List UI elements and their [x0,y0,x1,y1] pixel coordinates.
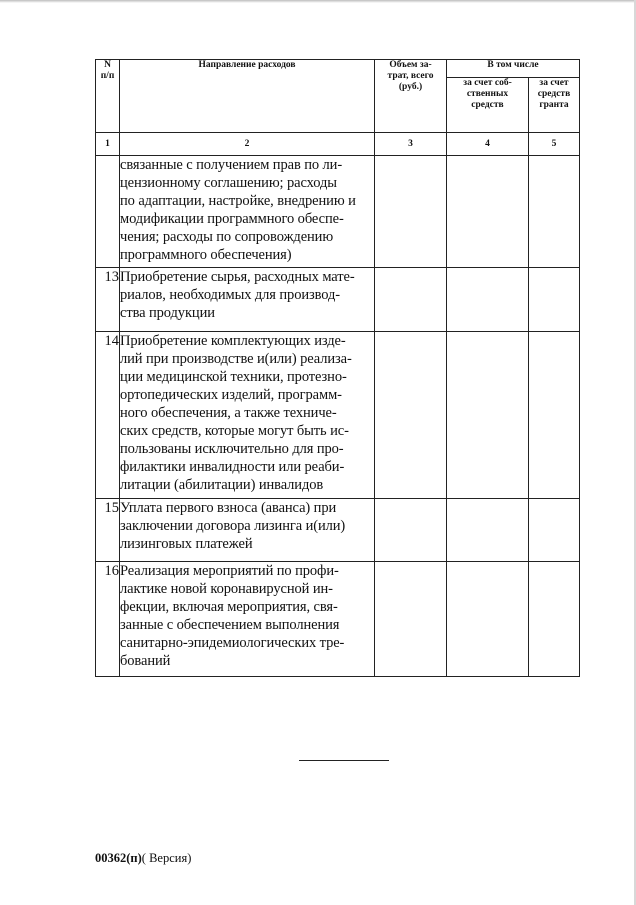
column-number: 2 [120,133,375,156]
header-num-label: N п/п [100,60,115,81]
row-volume-cell [375,332,447,499]
row-volume-cell [375,499,447,562]
header-grant-funds [529,78,580,133]
header-own-funds [447,78,529,133]
row-number: 15 [96,499,120,562]
row-own-funds-cell [447,562,529,677]
column-number-row [96,133,580,156]
row-text: Реализация мероприятий по профи- лактике новой коронавирусной ин- фекции, включая мероприятия, свя- занные с обеспечением выполнения санитарно-эпидемиологических тре- бований [120,562,375,677]
row-number: 14 [96,332,120,499]
document-code [95,851,191,866]
row-own-funds-cell [447,499,529,562]
document-code-number: 00362(п) [95,851,142,865]
row-grant-funds-cell [529,499,580,562]
row-number: 13 [96,268,120,332]
row-grant-funds-cell [529,562,580,677]
row-grant-funds-cell [529,332,580,499]
header-grant-funds-label: за счет средств гранта [537,78,571,110]
table-row [96,156,580,268]
row-text: Приобретение сырья, расходных мате- риалов, необходимых для производ- ства продукции [120,268,375,332]
column-number: 1 [96,133,120,156]
table-row [96,562,580,677]
row-own-funds-cell [447,268,529,332]
row-grant-funds-cell [529,156,580,268]
header-row-top [96,60,580,78]
row-text: Уплата первого взноса (аванса) при заключении договора лизинга и(или) лизинговых платежей [120,499,375,562]
table-row [96,499,580,562]
document-code-version: ( Версия) [141,851,192,865]
row-own-funds-cell [447,332,529,499]
header-including [447,60,580,78]
row-number: 16 [96,562,120,677]
closing-line [299,760,389,761]
column-number: 4 [447,133,529,156]
column-number: 5 [529,133,580,156]
row-grant-funds-cell [529,268,580,332]
row-volume-cell [375,268,447,332]
scan-edge-top [0,0,636,3]
header-volume-label: Объем за- трат, всего (руб.) [387,60,434,92]
header-num [96,60,120,133]
header-direction-label: Направление расходов [198,60,296,70]
header-own-funds-label: за счет соб- ственных средств [463,78,512,110]
table-row [96,332,580,499]
row-text: Приобретение комплектующих изде- лий при производстве и(или) реализа- ции медицинской техники, протезно- ортопедических изделий, программ- ного обеспечения, а также техниче- ских средств, которые могут быть ис- пользованы исключительно для про- филактики инвалидности или реаби- литации (абилитации) инвалидов [120,332,375,499]
row-own-funds-cell [447,156,529,268]
row-number [96,156,120,268]
header-volume [375,60,447,133]
row-volume-cell [375,156,447,268]
expenses-table [95,59,580,677]
column-number: 3 [375,133,447,156]
table-row [96,268,580,332]
header-including-label: В том числе [487,60,539,70]
row-text: связанные с получением прав по ли- цензионному соглашению; расходы по адаптации, настройке, внедрению и модификации программного обеспе- чения; расходы по сопровождению программного обеспечения) [120,156,375,268]
header-direction [120,60,375,133]
row-volume-cell [375,562,447,677]
